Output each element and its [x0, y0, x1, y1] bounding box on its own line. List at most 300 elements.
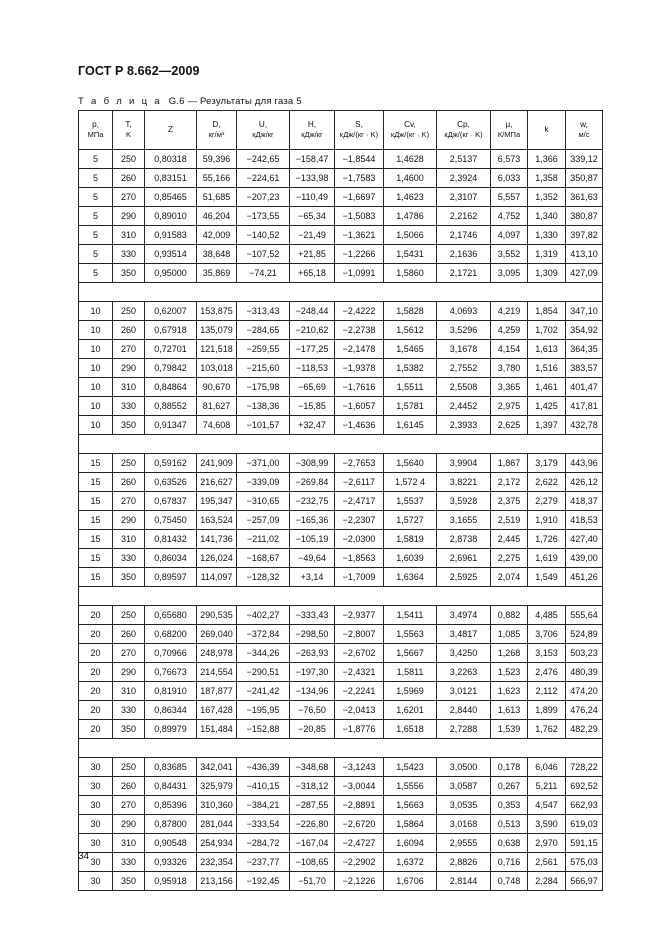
table-cell: 0,89597: [145, 568, 197, 587]
table-cell: 0,67918: [145, 321, 197, 340]
table-cell: 1,5411: [384, 606, 437, 625]
column-symbol: Cp,: [457, 120, 470, 129]
table-cell: −259,55: [237, 340, 290, 359]
table-cell: 3,9904: [437, 454, 491, 473]
table-cell: 3,0500: [437, 758, 491, 777]
table-cell: 0,81432: [145, 530, 197, 549]
column-unit: кДж/(кг · K): [339, 130, 379, 139]
column-header: [528, 111, 566, 150]
table-cell: 426,12: [566, 473, 603, 492]
table-cell: 20: [79, 701, 113, 720]
table-cell: −3,1243: [335, 758, 384, 777]
table-cell: 0,63526: [145, 473, 197, 492]
table-cell: 2,445: [491, 530, 528, 549]
separator-cell: [335, 587, 384, 606]
table-cell: 0,86034: [145, 549, 197, 568]
table-row: [79, 473, 603, 492]
table-cell: 1,5465: [384, 340, 437, 359]
table-cell: 10: [79, 321, 113, 340]
table-cell: 330: [113, 853, 145, 872]
table-cell: −51,70: [290, 872, 335, 891]
table-cell: 195,347: [197, 492, 237, 511]
table-caption-label: Т а б л и ц а: [78, 96, 162, 107]
table-cell: −167,04: [290, 834, 335, 853]
table-cell: −2,4727: [335, 834, 384, 853]
column-header: [290, 111, 335, 150]
separator-cell: [491, 587, 528, 606]
table-cell: 591,15: [566, 834, 603, 853]
table-row: [79, 511, 603, 530]
table-cell: −2,6117: [335, 473, 384, 492]
table-cell: 3,0535: [437, 796, 491, 815]
table-cell: 1,5640: [384, 454, 437, 473]
table-cell: −1,6697: [335, 188, 384, 207]
table-cell: −242,65: [237, 150, 290, 169]
group-separator-row: [79, 435, 603, 454]
table-cell: 1,5781: [384, 397, 437, 416]
table-cell: −2,7653: [335, 454, 384, 473]
column-symbol: Cv,: [404, 120, 416, 129]
table-cell: 555,64: [566, 606, 603, 625]
table-cell: 350: [113, 872, 145, 891]
table-cell: 15: [79, 530, 113, 549]
table-cell: 339,12: [566, 150, 603, 169]
table-cell: 30: [79, 834, 113, 853]
table-cell: 310: [113, 530, 145, 549]
table-cell: −101,57: [237, 416, 290, 435]
table-cell: 3,179: [528, 454, 566, 473]
column-unit: кДж/кг: [301, 130, 323, 139]
table-cell: 427,40: [566, 530, 603, 549]
table-cell: 20: [79, 682, 113, 701]
table-cell: 2,970: [528, 834, 566, 853]
separator-cell: [197, 435, 237, 454]
table-cell: −168,67: [237, 549, 290, 568]
table-cell: −110,49: [290, 188, 335, 207]
table-cell: 330: [113, 701, 145, 720]
table-row: [79, 834, 603, 853]
table-cell: 0,353: [491, 796, 528, 815]
table-cell: 20: [79, 625, 113, 644]
table-row: [79, 568, 603, 587]
table-cell: −284,65: [237, 321, 290, 340]
table-cell: 2,074: [491, 568, 528, 587]
table-cell: −232,75: [290, 492, 335, 511]
table-cell: 250: [113, 150, 145, 169]
table-cell: 0,79842: [145, 359, 197, 378]
table-cell: 1,5667: [384, 644, 437, 663]
table-row: [79, 264, 603, 283]
separator-cell: [528, 587, 566, 606]
table-cell: 4,097: [491, 226, 528, 245]
separator-cell: [384, 435, 437, 454]
separator-cell: [335, 435, 384, 454]
table-cell: +32,47: [290, 416, 335, 435]
table-cell: −1,8776: [335, 720, 384, 739]
separator-cell: [79, 587, 113, 606]
table-cell: −308,99: [290, 454, 335, 473]
table-cell: 270: [113, 796, 145, 815]
table-cell: 6,573: [491, 150, 528, 169]
table-cell: −21,49: [290, 226, 335, 245]
table-cell: 350,87: [566, 169, 603, 188]
table-cell: 3,552: [491, 245, 528, 264]
table-cell: 347,10: [566, 302, 603, 321]
table-cell: 30: [79, 796, 113, 815]
table-cell: 418,37: [566, 492, 603, 511]
table-cell: 1,549: [528, 568, 566, 587]
table-cell: 1,6039: [384, 549, 437, 568]
table-cell: −1,9378: [335, 359, 384, 378]
table-cell: 2,8826: [437, 853, 491, 872]
table-cell: 3,153: [528, 644, 566, 663]
table-cell: 3,0587: [437, 777, 491, 796]
table-cell: 3,4817: [437, 625, 491, 644]
table-cell: 10: [79, 302, 113, 321]
table-cell: 0,90548: [145, 834, 197, 853]
table-cell: 2,4452: [437, 397, 491, 416]
table-row: [79, 663, 603, 682]
table-cell: 0,81910: [145, 682, 197, 701]
table-cell: 3,1655: [437, 511, 491, 530]
table-cell: 1,4600: [384, 169, 437, 188]
table-cell: 4,752: [491, 207, 528, 226]
table-caption: [78, 96, 302, 107]
table-cell: 0,748: [491, 872, 528, 891]
separator-cell: [197, 739, 237, 758]
table-cell: 1,5819: [384, 530, 437, 549]
separator-cell: [290, 587, 335, 606]
table-cell: 1,726: [528, 530, 566, 549]
separator-cell: [491, 435, 528, 454]
table-cell: 1,309: [528, 264, 566, 283]
table-cell: −177,25: [290, 340, 335, 359]
separator-cell: [145, 739, 197, 758]
table-cell: 354,92: [566, 321, 603, 340]
table-cell: 20: [79, 720, 113, 739]
document-title: ГОСТ Р 8.662—2009: [78, 64, 200, 78]
table-cell: 1,5612: [384, 321, 437, 340]
table-cell: 290: [113, 815, 145, 834]
table-cell: +3,14: [290, 568, 335, 587]
table-cell: −3,0044: [335, 777, 384, 796]
table-cell: −384,21: [237, 796, 290, 815]
table-cell: 2,476: [528, 663, 566, 682]
table-cell: 2,625: [491, 416, 528, 435]
table-row: [79, 796, 603, 815]
table-cell: 1,268: [491, 644, 528, 663]
table-cell: 350: [113, 264, 145, 283]
table-cell: 0,513: [491, 815, 528, 834]
table-cell: 619,03: [566, 815, 603, 834]
table-cell: 2,7552: [437, 359, 491, 378]
table-cell: 260: [113, 473, 145, 492]
table-cell: 443,96: [566, 454, 603, 473]
table-cell: −310,65: [237, 492, 290, 511]
table-cell: 0,83685: [145, 758, 197, 777]
table-cell: 290,535: [197, 606, 237, 625]
table-cell: −410,15: [237, 777, 290, 796]
table-cell: 4,259: [491, 321, 528, 340]
table-cell: −2,1478: [335, 340, 384, 359]
table-cell: 342,041: [197, 758, 237, 777]
separator-cell: [437, 283, 491, 302]
table-cell: 4,485: [528, 606, 566, 625]
table-cell: 3,8221: [437, 473, 491, 492]
separator-cell: [491, 739, 528, 758]
table-cell: −298,50: [290, 625, 335, 644]
table-row: [79, 606, 603, 625]
separator-cell: [290, 435, 335, 454]
separator-cell: [237, 739, 290, 758]
table-cell: 15: [79, 454, 113, 473]
table-cell: 432,78: [566, 416, 603, 435]
table-cell: 2,1721: [437, 264, 491, 283]
table-cell: −76,50: [290, 701, 335, 720]
table-cell: −15,85: [290, 397, 335, 416]
table-cell: 0,638: [491, 834, 528, 853]
table-cell: 5: [79, 169, 113, 188]
table-cell: 3,1678: [437, 340, 491, 359]
table-cell: 0,89979: [145, 720, 197, 739]
table-cell: −1,2266: [335, 245, 384, 264]
table-caption-text: G.6 — Результаты для газа 5: [168, 96, 302, 107]
table-cell: 121,518: [197, 340, 237, 359]
table-cell: 1,330: [528, 226, 566, 245]
table-cell: 0,91583: [145, 226, 197, 245]
table-cell: 0,72701: [145, 340, 197, 359]
table-cell: 1,539: [491, 720, 528, 739]
table-cell: 1,366: [528, 150, 566, 169]
table-cell: −215,60: [237, 359, 290, 378]
table-cell: 103,018: [197, 359, 237, 378]
table-row: [79, 701, 603, 720]
table-cell: −1,7616: [335, 378, 384, 397]
column-unit: K: [125, 130, 131, 139]
table-cell: 503,23: [566, 644, 603, 663]
separator-cell: [237, 435, 290, 454]
separator-cell: [237, 587, 290, 606]
table-cell: −348,68: [290, 758, 335, 777]
column-header: [384, 111, 437, 150]
table-cell: 310: [113, 682, 145, 701]
column-header: [437, 111, 491, 150]
table-cell: −140,52: [237, 226, 290, 245]
table-cell: 3,5296: [437, 321, 491, 340]
table-cell: 0,716: [491, 853, 528, 872]
table-row: [79, 378, 603, 397]
column-symbol: U,: [258, 120, 268, 129]
table-cell: 1,340: [528, 207, 566, 226]
table-cell: −65,69: [290, 378, 335, 397]
column-header: [491, 111, 528, 150]
table-cell: 310: [113, 378, 145, 397]
separator-cell: [528, 283, 566, 302]
table-cell: −2,4717: [335, 492, 384, 511]
column-header: [113, 111, 145, 150]
group-separator-row: [79, 739, 603, 758]
results-table: [78, 110, 603, 891]
table-cell: 474,20: [566, 682, 603, 701]
table-cell: 167,428: [197, 701, 237, 720]
table-cell: −65,34: [290, 207, 335, 226]
table-cell: 1,5860: [384, 264, 437, 283]
table-cell: −2,4222: [335, 302, 384, 321]
table-cell: 575,03: [566, 853, 603, 872]
table-cell: −284,72: [237, 834, 290, 853]
separator-cell: [290, 283, 335, 302]
table-cell: 42,009: [197, 226, 237, 245]
table-cell: 15: [79, 473, 113, 492]
table-cell: 30: [79, 758, 113, 777]
table-cell: 250: [113, 302, 145, 321]
table-cell: 1,5431: [384, 245, 437, 264]
table-cell: 1,5969: [384, 682, 437, 701]
table-cell: 1,4786: [384, 207, 437, 226]
table-cell: −49,64: [290, 549, 335, 568]
table-cell: 270: [113, 188, 145, 207]
separator-cell: [566, 283, 603, 302]
table-cell: 1,5537: [384, 492, 437, 511]
table-cell: 1,5864: [384, 815, 437, 834]
table-cell: 10: [79, 416, 113, 435]
table-cell: 1,425: [528, 397, 566, 416]
table-cell: 5: [79, 188, 113, 207]
table-cell: −138,36: [237, 397, 290, 416]
table-cell: 260: [113, 625, 145, 644]
table-cell: 260: [113, 777, 145, 796]
table-cell: 1,461: [528, 378, 566, 397]
table-cell: 0,84864: [145, 378, 197, 397]
table-cell: 5: [79, 226, 113, 245]
table-cell: 4,0693: [437, 302, 491, 321]
table-row: [79, 777, 603, 796]
table-cell: 74,608: [197, 416, 237, 435]
table-cell: −152,88: [237, 720, 290, 739]
table-cell: 1,352: [528, 188, 566, 207]
table-row: [79, 530, 603, 549]
table-cell: 350: [113, 568, 145, 587]
table-cell: 3,590: [528, 815, 566, 834]
table-cell: −1,0991: [335, 264, 384, 283]
table-cell: −1,7009: [335, 568, 384, 587]
table-cell: 1,4623: [384, 188, 437, 207]
column-unit: кДж/(кг · K): [390, 130, 430, 139]
table-cell: 20: [79, 606, 113, 625]
table-cell: 2,8738: [437, 530, 491, 549]
table-cell: −241,42: [237, 682, 290, 701]
table-row: [79, 644, 603, 663]
table-cell: 330: [113, 549, 145, 568]
table-cell: 427,09: [566, 264, 603, 283]
table-cell: 3,706: [528, 625, 566, 644]
page-number: 34: [78, 851, 90, 862]
table-row: [79, 207, 603, 226]
table-cell: −313,43: [237, 302, 290, 321]
table-cell: 5: [79, 264, 113, 283]
column-unit: кг/м³: [208, 130, 225, 139]
column-unit: МПа: [87, 130, 104, 139]
table-cell: 4,154: [491, 340, 528, 359]
table-cell: 30: [79, 872, 113, 891]
table-cell: +65,18: [290, 264, 335, 283]
table-cell: 417,81: [566, 397, 603, 416]
table-cell: 35,869: [197, 264, 237, 283]
separator-cell: [335, 283, 384, 302]
table-cell: 81,627: [197, 397, 237, 416]
table-cell: 290: [113, 663, 145, 682]
table-cell: −436,39: [237, 758, 290, 777]
table-row: [79, 302, 603, 321]
table-row: [79, 416, 603, 435]
table-cell: 1,702: [528, 321, 566, 340]
table-row: [79, 454, 603, 473]
table-cell: −344,26: [237, 644, 290, 663]
table-cell: 480,39: [566, 663, 603, 682]
table-cell: 3,4974: [437, 606, 491, 625]
table-cell: −333,43: [290, 606, 335, 625]
table-cell: 2,275: [491, 549, 528, 568]
column-header: [237, 111, 290, 150]
table-cell: 451,26: [566, 568, 603, 587]
table-cell: 10: [79, 359, 113, 378]
table-cell: −237,77: [237, 853, 290, 872]
table-cell: 2,5137: [437, 150, 491, 169]
table-cell: 260: [113, 321, 145, 340]
table-cell: −1,6057: [335, 397, 384, 416]
table-cell: −339,09: [237, 473, 290, 492]
table-row: [79, 150, 603, 169]
table-cell: 1,085: [491, 625, 528, 644]
table-cell: 0,95000: [145, 264, 197, 283]
column-unit: К/МПа: [497, 130, 521, 139]
column-symbol: D,: [212, 120, 221, 129]
separator-cell: [79, 283, 113, 302]
table-cell: 1,5556: [384, 777, 437, 796]
table-cell: 1,854: [528, 302, 566, 321]
separator-cell: [113, 435, 145, 454]
table-cell: 46,204: [197, 207, 237, 226]
table-cell: 330: [113, 245, 145, 264]
table-cell: 1,6364: [384, 568, 437, 587]
table-cell: −210,62: [290, 321, 335, 340]
separator-cell: [290, 739, 335, 758]
table-cell: −158,47: [290, 150, 335, 169]
table-cell: −257,09: [237, 511, 290, 530]
table-cell: 0,88552: [145, 397, 197, 416]
separator-cell: [113, 283, 145, 302]
table-cell: −1,8563: [335, 549, 384, 568]
group-separator-row: [79, 283, 603, 302]
separator-cell: [145, 587, 197, 606]
table-cell: −402,27: [237, 606, 290, 625]
table-row: [79, 340, 603, 359]
table-cell: 5,557: [491, 188, 528, 207]
table-cell: 1,867: [491, 454, 528, 473]
table-cell: 10: [79, 378, 113, 397]
table-cell: 216,627: [197, 473, 237, 492]
table-cell: 0,85465: [145, 188, 197, 207]
table-cell: −248,44: [290, 302, 335, 321]
table-cell: −165,36: [290, 511, 335, 530]
separator-cell: [437, 739, 491, 758]
table-cell: 397,82: [566, 226, 603, 245]
table-cell: −2,2241: [335, 682, 384, 701]
table-cell: 2,112: [528, 682, 566, 701]
table-cell: 2,519: [491, 511, 528, 530]
table-cell: 0,76673: [145, 663, 197, 682]
table-cell: 476,24: [566, 701, 603, 720]
